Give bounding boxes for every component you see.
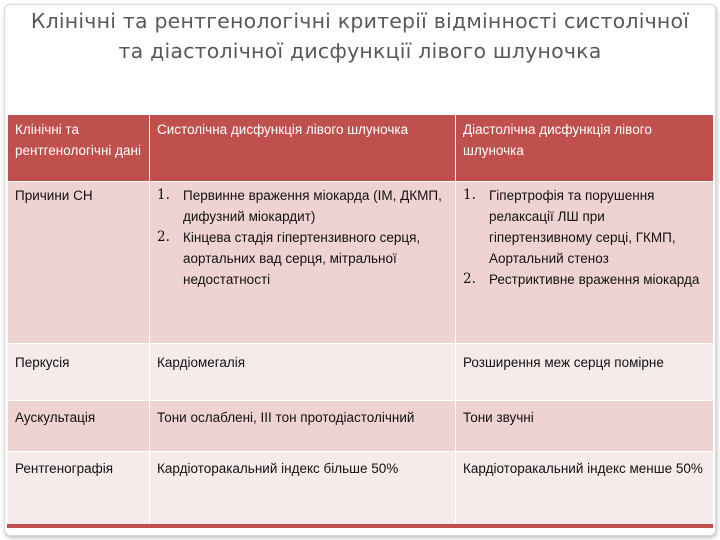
list-number: 2. <box>463 271 476 287</box>
diastolic-cell: Кардіоторакальний індекс менше 50% <box>456 452 714 527</box>
slide-title: Клінічні та рентгенологічні критерії відмінності систолічної та діастолічної дисфункції лівого шлуночка <box>30 9 690 63</box>
systolic-causes-list <box>157 185 449 290</box>
row-label: Перкусія <box>8 344 150 401</box>
list-text: Первинне враження міокарда (ІМ, ДКМП, дифузний міокардит) <box>183 188 442 224</box>
list-item <box>157 185 449 227</box>
list-text: Гіпертрофія та порушення релаксації ЛШ при гіпертензивному серці, ГКМП, Аортальний стеноз <box>489 188 676 266</box>
table-header-row <box>8 115 714 182</box>
table-row-radiography <box>8 452 714 527</box>
header-cell-criteria: Клінічні та рентгенологічні дані <box>8 115 150 182</box>
table-row-causes <box>8 182 714 344</box>
header-cell-diastolic: Діастолічна дисфункція лівого шлуночка <box>456 115 714 182</box>
list-text: Кінцева стадія гіпертензивного серця, аортальних вад серця, мітральної недостатності <box>183 230 421 287</box>
systolic-causes-cell <box>150 182 456 344</box>
table-row-percussion <box>8 344 714 401</box>
row-label: Рентгенографія <box>8 452 150 527</box>
systolic-cell: Кардіоторакальний індекс більше 50% <box>150 452 456 527</box>
list-number: 2. <box>157 229 170 245</box>
list-number: 1. <box>463 187 476 203</box>
diastolic-cell: Розширення меж серця помірне <box>456 344 714 401</box>
row-label: Причини СН <box>8 182 150 344</box>
row-label: Аускультація <box>8 401 150 452</box>
list-number: 1. <box>157 187 170 203</box>
header-cell-systolic: Систолічна дисфункція лівого шлуночка <box>150 115 456 182</box>
diastolic-causes-list <box>463 185 707 290</box>
systolic-cell: Кардіомегалія <box>150 344 456 401</box>
diastolic-cell: Тони звучні <box>456 401 714 452</box>
table-row-auscultation <box>8 401 714 452</box>
bottom-accent-bar <box>7 524 713 528</box>
list-item <box>463 269 707 290</box>
systolic-cell: Тони ослаблені, ІІІ тон протодіастолічний <box>150 401 456 452</box>
list-item <box>463 185 707 269</box>
list-text: Рестриктивне враження міокарда <box>489 272 700 287</box>
list-item <box>157 227 449 290</box>
criteria-table <box>7 114 714 527</box>
diastolic-causes-cell <box>456 182 714 344</box>
